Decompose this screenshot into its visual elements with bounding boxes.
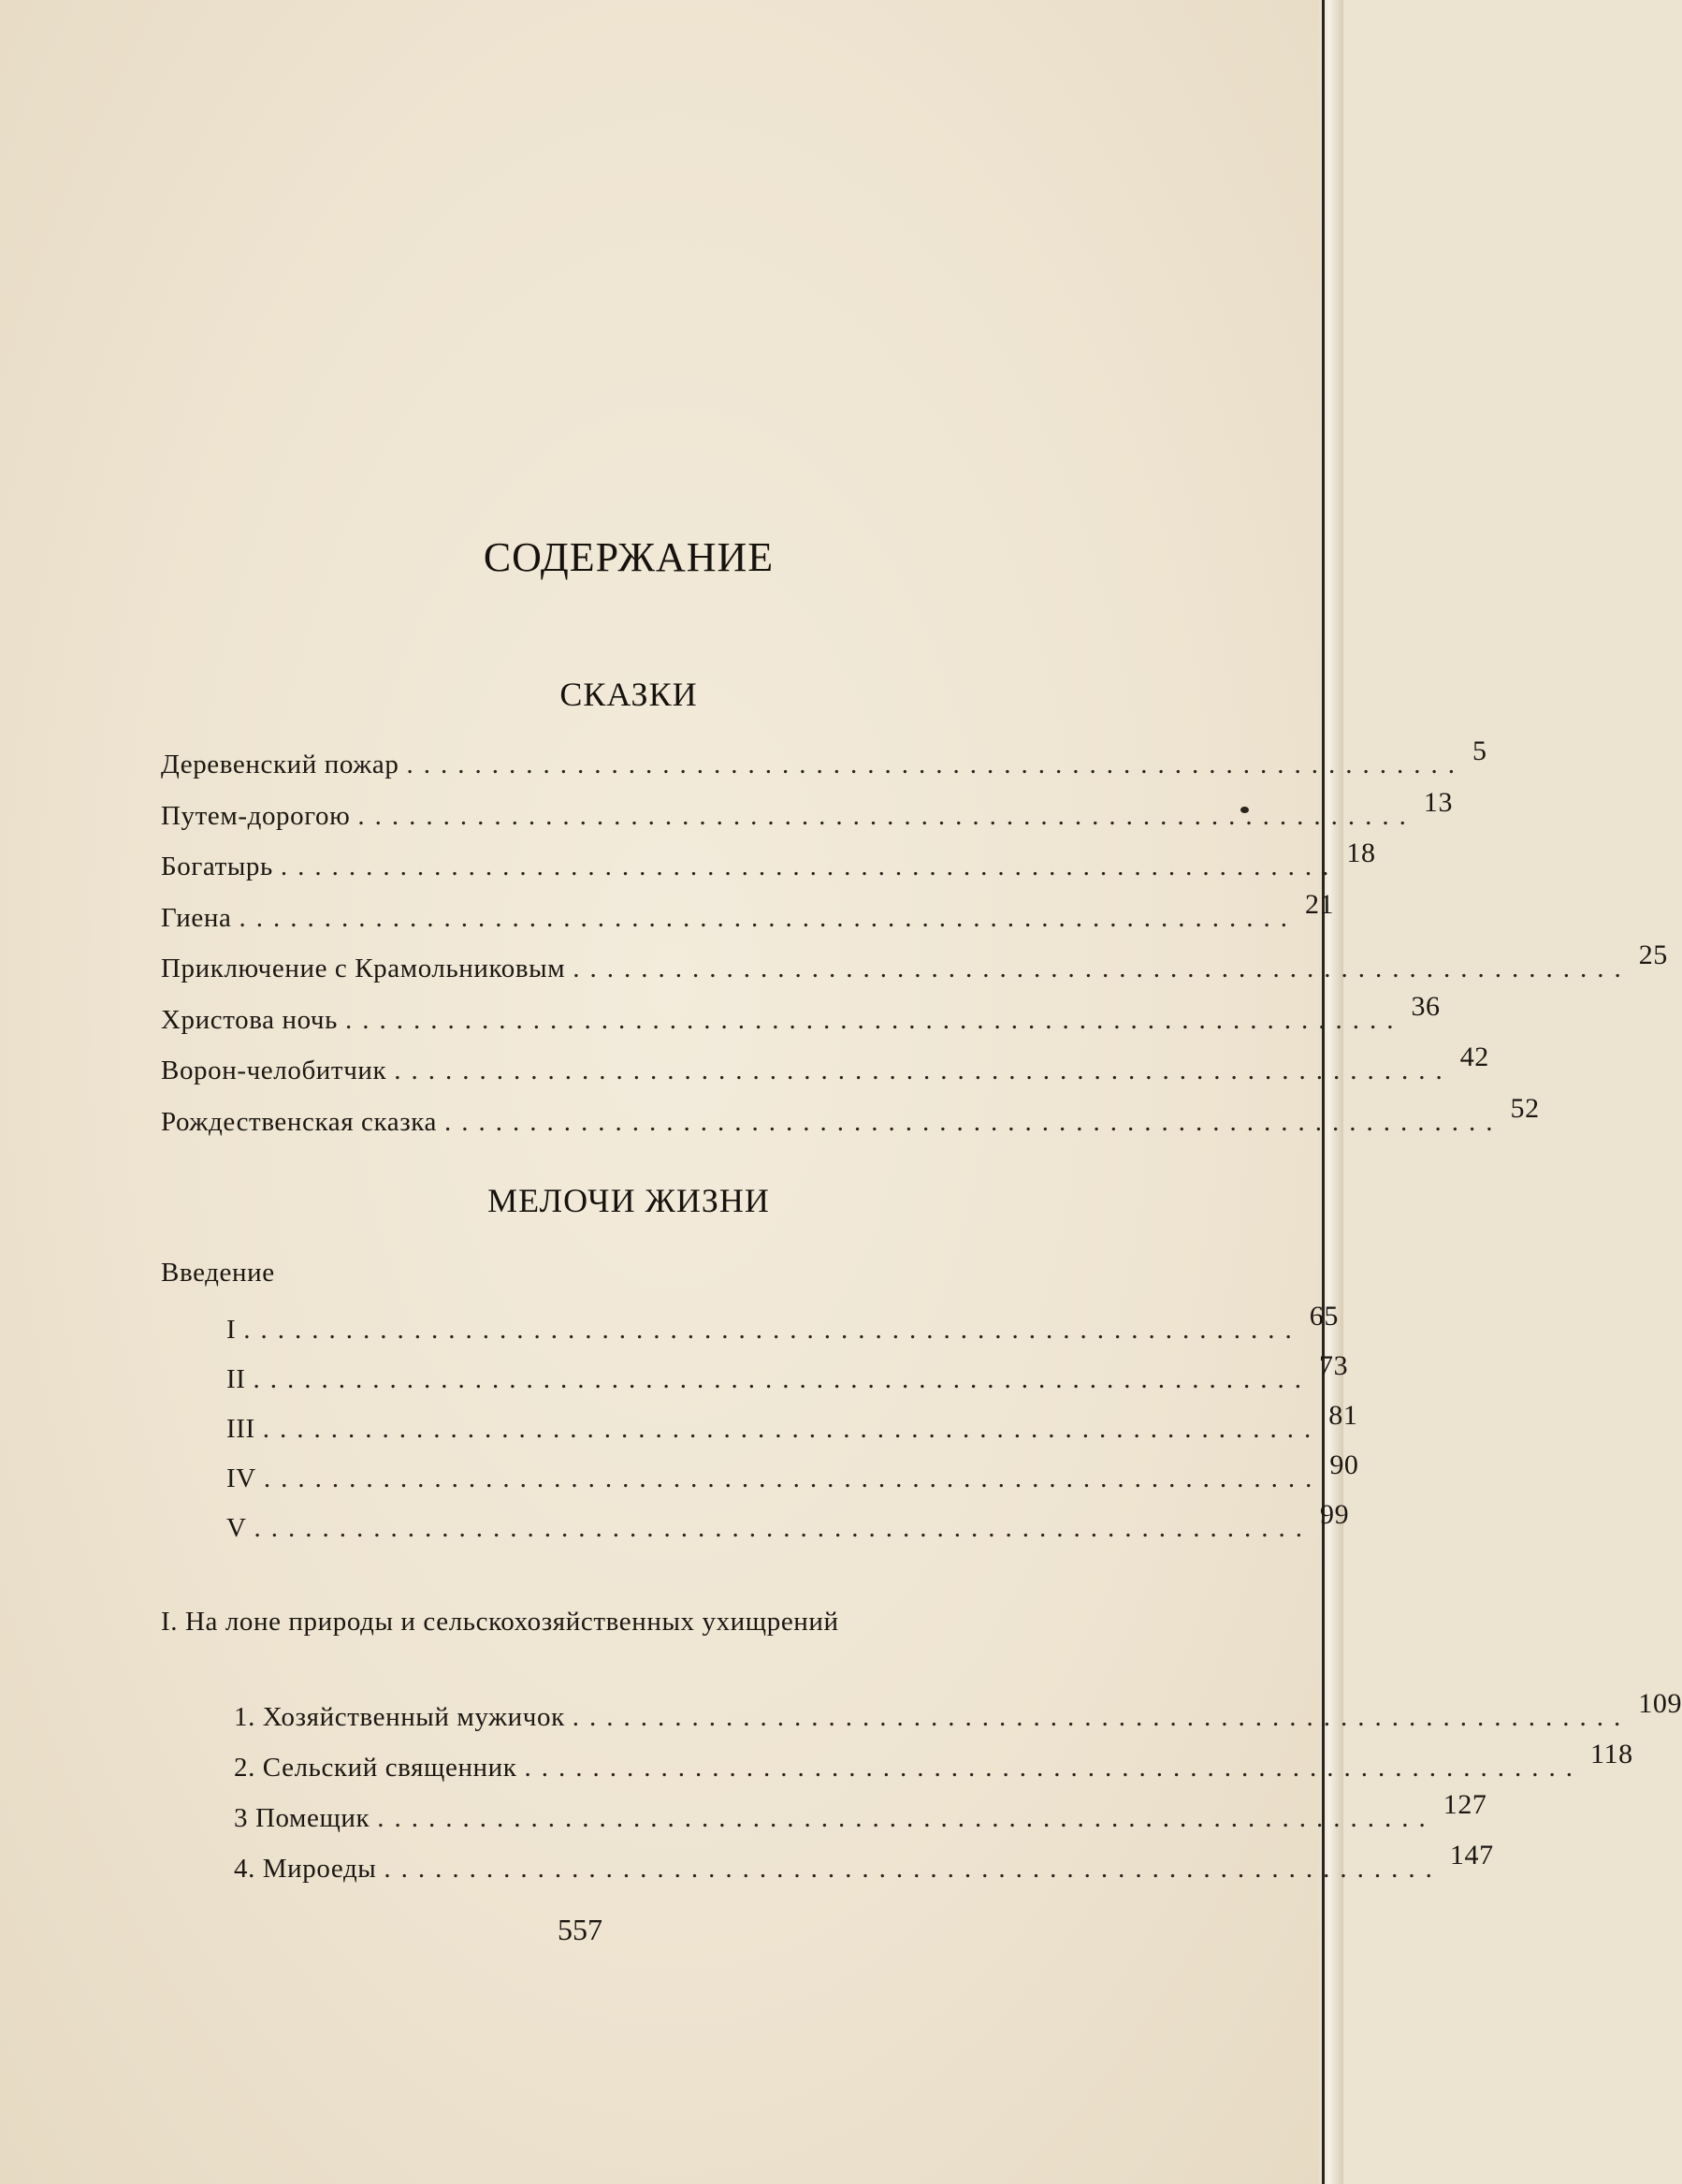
contents-title: СОДЕРЖАНИЕ — [483, 534, 775, 580]
toc-entry-title: Христова ночь — [161, 1004, 338, 1035]
toc-entry-page: 65 — [1309, 1301, 1339, 1332]
toc-entry: V .............................................................. 99 — [226, 1499, 1350, 1543]
toc-entry-page: 127 — [1443, 1789, 1487, 1820]
toc-entry-title: II — [226, 1364, 246, 1394]
toc-entry: III .............................................................. 81 — [226, 1400, 1358, 1444]
toc-entry-page: 99 — [1320, 1499, 1350, 1530]
toc-entry-page: 36 — [1411, 990, 1441, 1022]
toc-entry: 4. Мироеды .............................................................. 147 — [234, 1840, 1494, 1884]
toc-entry-page: 52 — [1510, 1092, 1540, 1124]
toc-entry-title: Богатырь — [161, 852, 273, 881]
toc-entry: Приключение с Крамольниковым .............................................................. 25 — [161, 939, 1668, 983]
toc-entry: 2. Сельский священник .............................................................. 118 — [234, 1739, 1633, 1783]
toc-entry: I .............................................................. 65 — [226, 1301, 1339, 1345]
section-heading-tales: СКАЗКИ — [559, 676, 698, 713]
chapter-title: I. На лоне природы и сельскохозяйственных ухищрений — [161, 1607, 839, 1637]
toc-entry-title: Путем-дорогою — [161, 800, 351, 831]
toc-entry: Христова ночь .............................................................. 36 — [161, 990, 1441, 1035]
toc-entry-page: 90 — [1329, 1449, 1359, 1480]
toc-entry: Ворон-челобитчик .............................................................. 42 — [161, 1041, 1489, 1085]
toc-entry-page: 21 — [1304, 888, 1335, 920]
chapter-toc-list — [234, 1688, 1682, 1903]
toc-entry-title: Приключение с Крамольниковым — [161, 954, 566, 983]
toc-entry-title: 1. Хозяйственный мужичок — [234, 1702, 565, 1732]
toc-entry-title: 2. Сельский священник — [234, 1753, 517, 1783]
toc-entry: 3 Помещик .............................................................. 127 — [234, 1789, 1487, 1833]
toc-entry: 1. Хозяйственный мужичок .............................................................. 109 — [234, 1688, 1682, 1732]
intro-label: Введение — [161, 1258, 275, 1288]
toc-entry-title: IV — [226, 1463, 256, 1493]
toc-entry-page: 25 — [1638, 939, 1668, 970]
toc-entry-page: 147 — [1449, 1840, 1494, 1871]
toc-entry-title: Деревенский пожар — [161, 750, 399, 779]
toc-entry: Богатырь .............................................................. 18 — [161, 837, 1376, 881]
toc-entry: II .............................................................. 73 — [226, 1350, 1349, 1394]
toc-entry-page: 18 — [1346, 837, 1376, 868]
toc-entry-title: I — [226, 1315, 237, 1345]
toc-entry: Деревенский пожар .............................................................. 5 — [161, 735, 1487, 779]
toc-entry-title: Ворон-челобитчик — [161, 1056, 387, 1085]
toc-entry-page: 42 — [1459, 1041, 1489, 1072]
toc-entry: Рождественская сказка .............................................................. 52 — [161, 1092, 1540, 1137]
toc-entry: Путем-дорогою .............................................................. 13 — [161, 786, 1454, 831]
toc-entry-page: 13 — [1423, 786, 1454, 818]
toc-entry: Гиена .............................................................. 21 — [161, 888, 1335, 933]
toc-entry-title: V — [226, 1513, 247, 1543]
toc-entry-title: 3 Помещик — [234, 1803, 370, 1833]
toc-entry-title: 4. Мироеды — [234, 1854, 377, 1884]
toc-entry: IV .............................................................. 90 — [226, 1449, 1359, 1493]
toc-entry-page: 81 — [1328, 1400, 1358, 1431]
intro-toc-list — [226, 1301, 1359, 1562]
section-heading-trifles: МЕЛОЧИ ЖИЗНИ — [487, 1182, 770, 1219]
toc-entry-page: 118 — [1590, 1739, 1633, 1769]
toc-entry-page: 109 — [1638, 1688, 1682, 1719]
page-number: 557 — [558, 1913, 602, 1946]
toc-entry-title: Рождественская сказка — [161, 1106, 437, 1137]
toc-entry-page: 5 — [1472, 735, 1487, 766]
tales-toc-list — [161, 735, 1668, 1157]
toc-entry-title: Гиена — [161, 902, 232, 933]
toc-entry-title: III — [226, 1414, 255, 1444]
toc-entry-page: 73 — [1319, 1350, 1349, 1381]
